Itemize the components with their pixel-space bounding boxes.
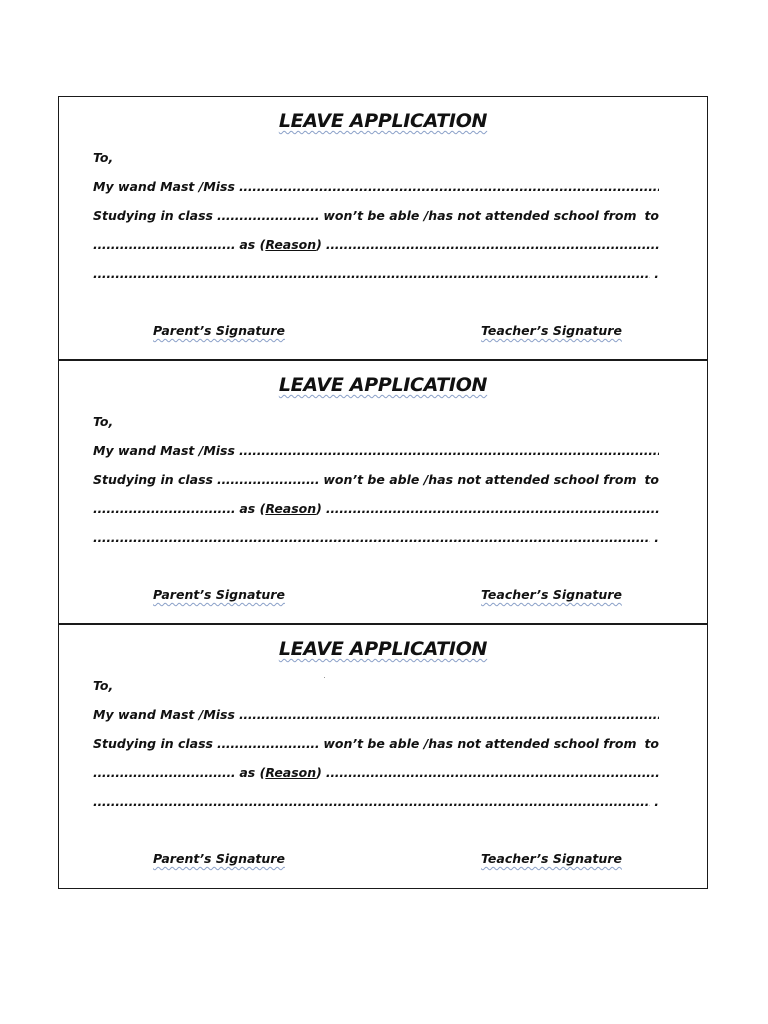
slip-title: LEAVE APPLICATION <box>278 638 488 660</box>
class-label: Studying in class <box>93 472 214 487</box>
as-word: as ( <box>239 501 266 516</box>
close-paren: ) <box>316 765 322 780</box>
teacher-signature-label: Teacher’s Signature <box>481 851 622 866</box>
to-date-blank <box>93 501 235 516</box>
end-mark: . <box>654 794 659 809</box>
student-name-label: My wand Mast /Miss <box>93 443 235 458</box>
leave-application-slip <box>58 96 708 360</box>
to-word: to <box>644 736 659 751</box>
parent-signature-label: Parent’s Signature <box>153 323 285 338</box>
reason-blank <box>326 501 659 516</box>
reason-continuation-blank <box>93 530 650 545</box>
student-name-line <box>93 443 659 458</box>
to-word: to <box>644 472 659 487</box>
student-name-label: My wand Mast /Miss <box>93 179 235 194</box>
slip-title: LEAVE APPLICATION <box>278 374 488 396</box>
parent-signature-label: Parent’s Signature <box>153 587 285 602</box>
reason-continuation-line <box>93 266 659 281</box>
class-blank <box>217 736 319 751</box>
to-word: to <box>644 208 659 223</box>
as-word: as ( <box>239 237 266 252</box>
to-line: To, <box>93 414 114 429</box>
class-blank <box>217 208 319 223</box>
to-date-blank <box>93 237 235 252</box>
class-dates-line <box>93 472 659 487</box>
class-label: Studying in class <box>93 208 214 223</box>
student-name-label: My wand Mast /Miss <box>93 707 235 722</box>
parent-signature-label: Parent’s Signature <box>153 851 285 866</box>
end-mark: . <box>654 530 659 545</box>
reason-blank <box>326 765 659 780</box>
to-line: To, <box>93 150 114 165</box>
class-blank <box>217 472 319 487</box>
absence-statement: won’t be able /has not attended school from <box>323 208 637 223</box>
student-name-line <box>93 707 659 722</box>
end-mark: . <box>654 266 659 281</box>
slip-title: LEAVE APPLICATION <box>278 110 488 132</box>
class-dates-line <box>93 208 659 223</box>
teacher-signature-label: Teacher’s Signature <box>481 587 622 602</box>
reason-blank <box>326 237 659 252</box>
absence-statement: won’t be able /has not attended school from <box>323 736 637 751</box>
to-date-blank <box>93 765 235 780</box>
teacher-signature-label: Teacher’s Signature <box>481 323 622 338</box>
reason-line <box>93 237 659 252</box>
absence-statement: won’t be able /has not attended school from <box>323 472 637 487</box>
student-name-line <box>93 179 659 194</box>
reason-continuation-line <box>93 530 659 545</box>
reason-continuation-blank <box>93 794 650 809</box>
student-name-blank <box>239 707 659 722</box>
to-line: To, <box>93 678 114 693</box>
student-name-blank <box>239 443 659 458</box>
leave-application-slip <box>58 623 708 889</box>
reason-continuation-line <box>93 794 659 809</box>
reason-word: Reason <box>265 501 317 516</box>
reason-word: Reason <box>265 237 317 252</box>
leave-application-slip <box>58 359 708 624</box>
close-paren: ) <box>316 501 322 516</box>
reason-continuation-blank <box>93 266 650 281</box>
reason-word: Reason <box>265 765 317 780</box>
class-dates-line <box>93 736 659 751</box>
stray-mark <box>324 677 325 678</box>
as-word: as ( <box>239 765 266 780</box>
close-paren: ) <box>316 237 322 252</box>
class-label: Studying in class <box>93 736 214 751</box>
student-name-blank <box>239 179 659 194</box>
reason-line <box>93 765 659 780</box>
reason-line <box>93 501 659 516</box>
